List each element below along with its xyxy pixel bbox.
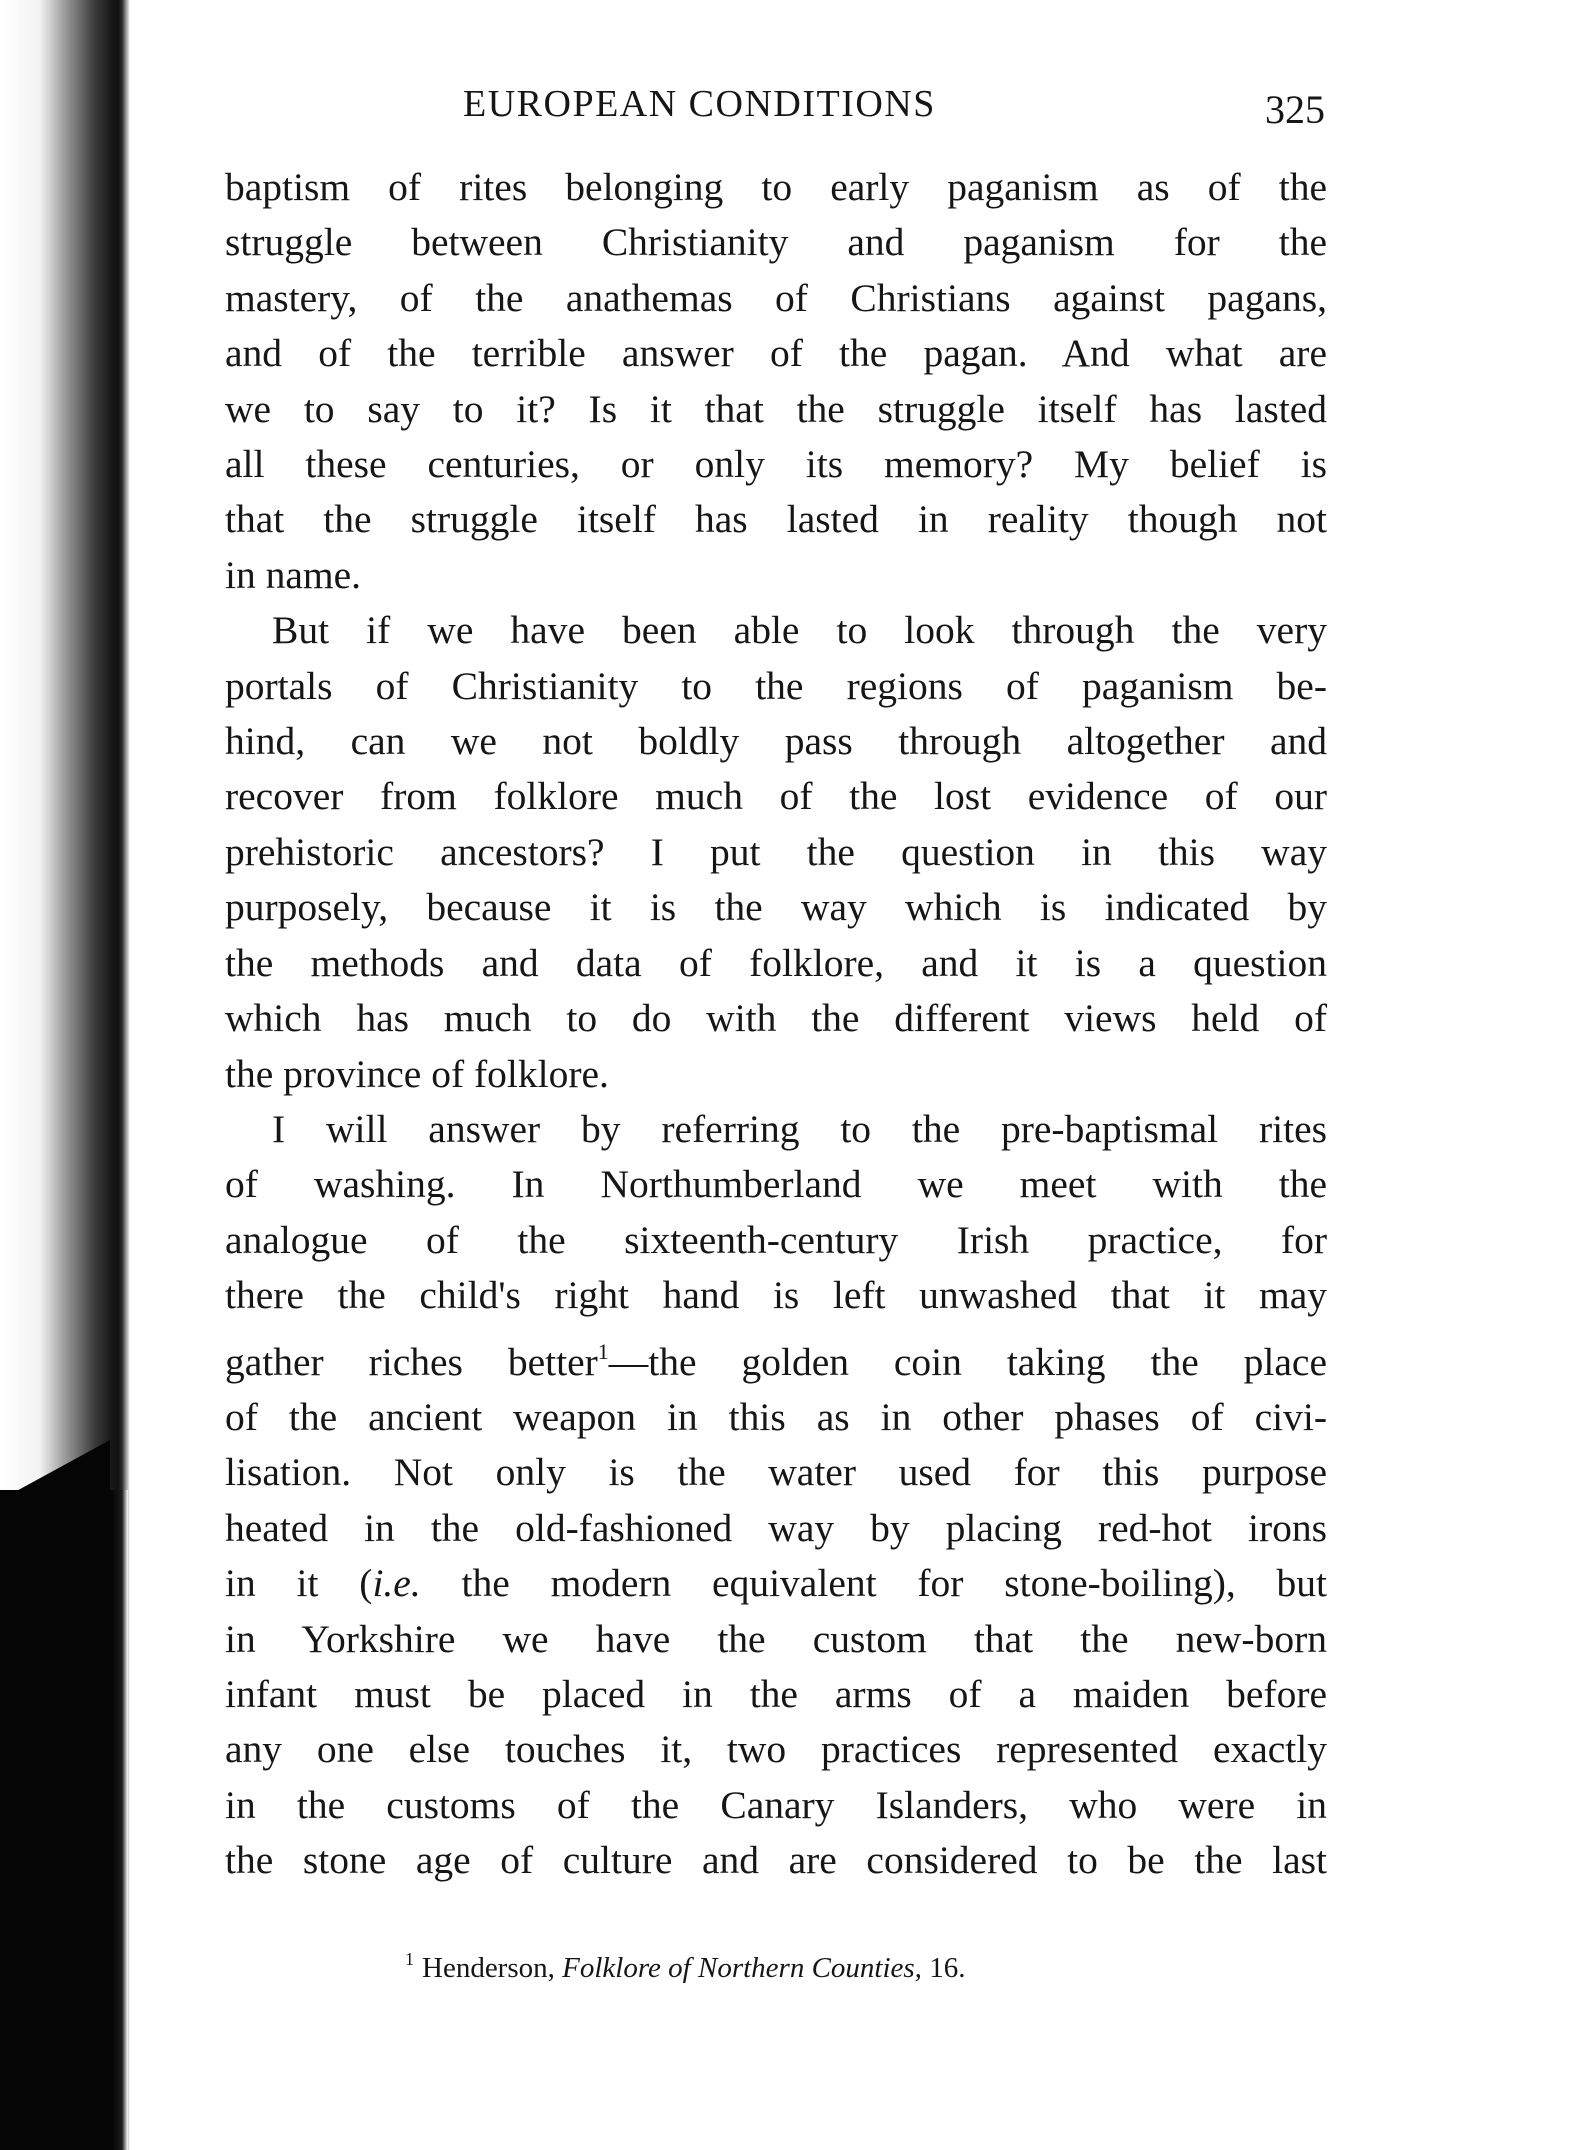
footnote-author: Henderson, <box>422 1952 563 1984</box>
text-line: purposely, because it is the way which is indicated by <box>225 885 1327 930</box>
text-line: infant must be placed in the arms of a maiden before <box>225 1671 1327 1716</box>
text-line: heated in the old-fashioned way by placing red-hot irons <box>225 1505 1327 1550</box>
text-line: we to say to it? Is it that the struggle itself has lasted <box>225 386 1327 431</box>
text-line: the province of folklore. <box>225 1051 609 1096</box>
footnote-marker: 1 <box>405 1949 414 1969</box>
running-head: EUROPEAN CONDITIONS <box>463 83 936 125</box>
text-line: prehistoric ancestors? I put the question in this way <box>225 829 1327 874</box>
text-line: hind, can we not boldly pass through altogether and <box>225 719 1327 764</box>
text-fragment: in it ( <box>225 1561 373 1606</box>
text-fragment-italic: i.e. <box>372 1561 421 1606</box>
text-line: recover from folklore much of the lost evidence of our <box>225 774 1327 819</box>
book-spine-dark <box>0 1490 128 2150</box>
text-line: any one else touches it, two practices represented exactly <box>225 1727 1327 1772</box>
text-line: lisation. Not only is the water used for this purpose <box>225 1450 1327 1495</box>
text-line: baptism of rites belonging to early paganism as of the <box>225 165 1327 209</box>
text-line: in Yorkshire we have the custom that the new-born <box>225 1616 1327 1661</box>
text-line: the methods and data of folklore, and it is a question <box>225 940 1327 985</box>
text-line <box>225 1556 1327 1611</box>
text-line: of the ancient weapon in this as in other phases of civi- <box>225 1394 1327 1439</box>
text-line: there the child's right hand is left unwashed that it may <box>225 1273 1327 1318</box>
text-line: which has much to do with the different views held of <box>225 996 1327 1041</box>
text-line: in the customs of the Canary Islanders, who were in <box>225 1782 1327 1827</box>
text-line: I will answer by referring to the pre-baptismal rites <box>272 1106 1327 1151</box>
text-line: analogue of the sixteenth-century Irish practice, for <box>225 1217 1327 1262</box>
text-line: and of the terrible answer of the pagan. And what are <box>225 331 1327 376</box>
footnote <box>405 1949 965 1985</box>
text-line: of washing. In Northumberland we meet with the <box>225 1162 1327 1207</box>
text-line <box>225 1324 1327 1390</box>
text-fragment: the modern equivalent for stone-boiling), but <box>420 1561 1328 1606</box>
footnote-title: Folklore of Northern Counties, <box>562 1952 922 1984</box>
text-line: that the struggle itself has lasted in reality though not <box>225 497 1327 542</box>
text-fragment: gather riches better <box>225 1339 598 1384</box>
text-line: the stone age of culture and are considered to be the last <box>225 1838 1327 1883</box>
text-line: all these centuries, or only its memory? My belief is <box>225 442 1327 487</box>
text-fragment: —the golden coin taking the place <box>608 1339 1327 1384</box>
body-text <box>225 160 1327 1889</box>
page-number: 325 <box>1265 87 1325 132</box>
text-line: mastery, of the anathemas of Christians against pagans, <box>225 275 1327 320</box>
footnote-page: 16. <box>921 1952 966 1984</box>
text-line: portals of Christianity to the regions of paganism be- <box>225 663 1327 708</box>
page-header <box>225 82 1325 142</box>
text-line: in name. <box>225 552 362 597</box>
footnote-reference: 1 <box>597 1338 609 1364</box>
text-line: But if we have been able to look through the very <box>272 608 1327 653</box>
text-line: struggle between Christianity and paganism for the <box>225 220 1327 265</box>
